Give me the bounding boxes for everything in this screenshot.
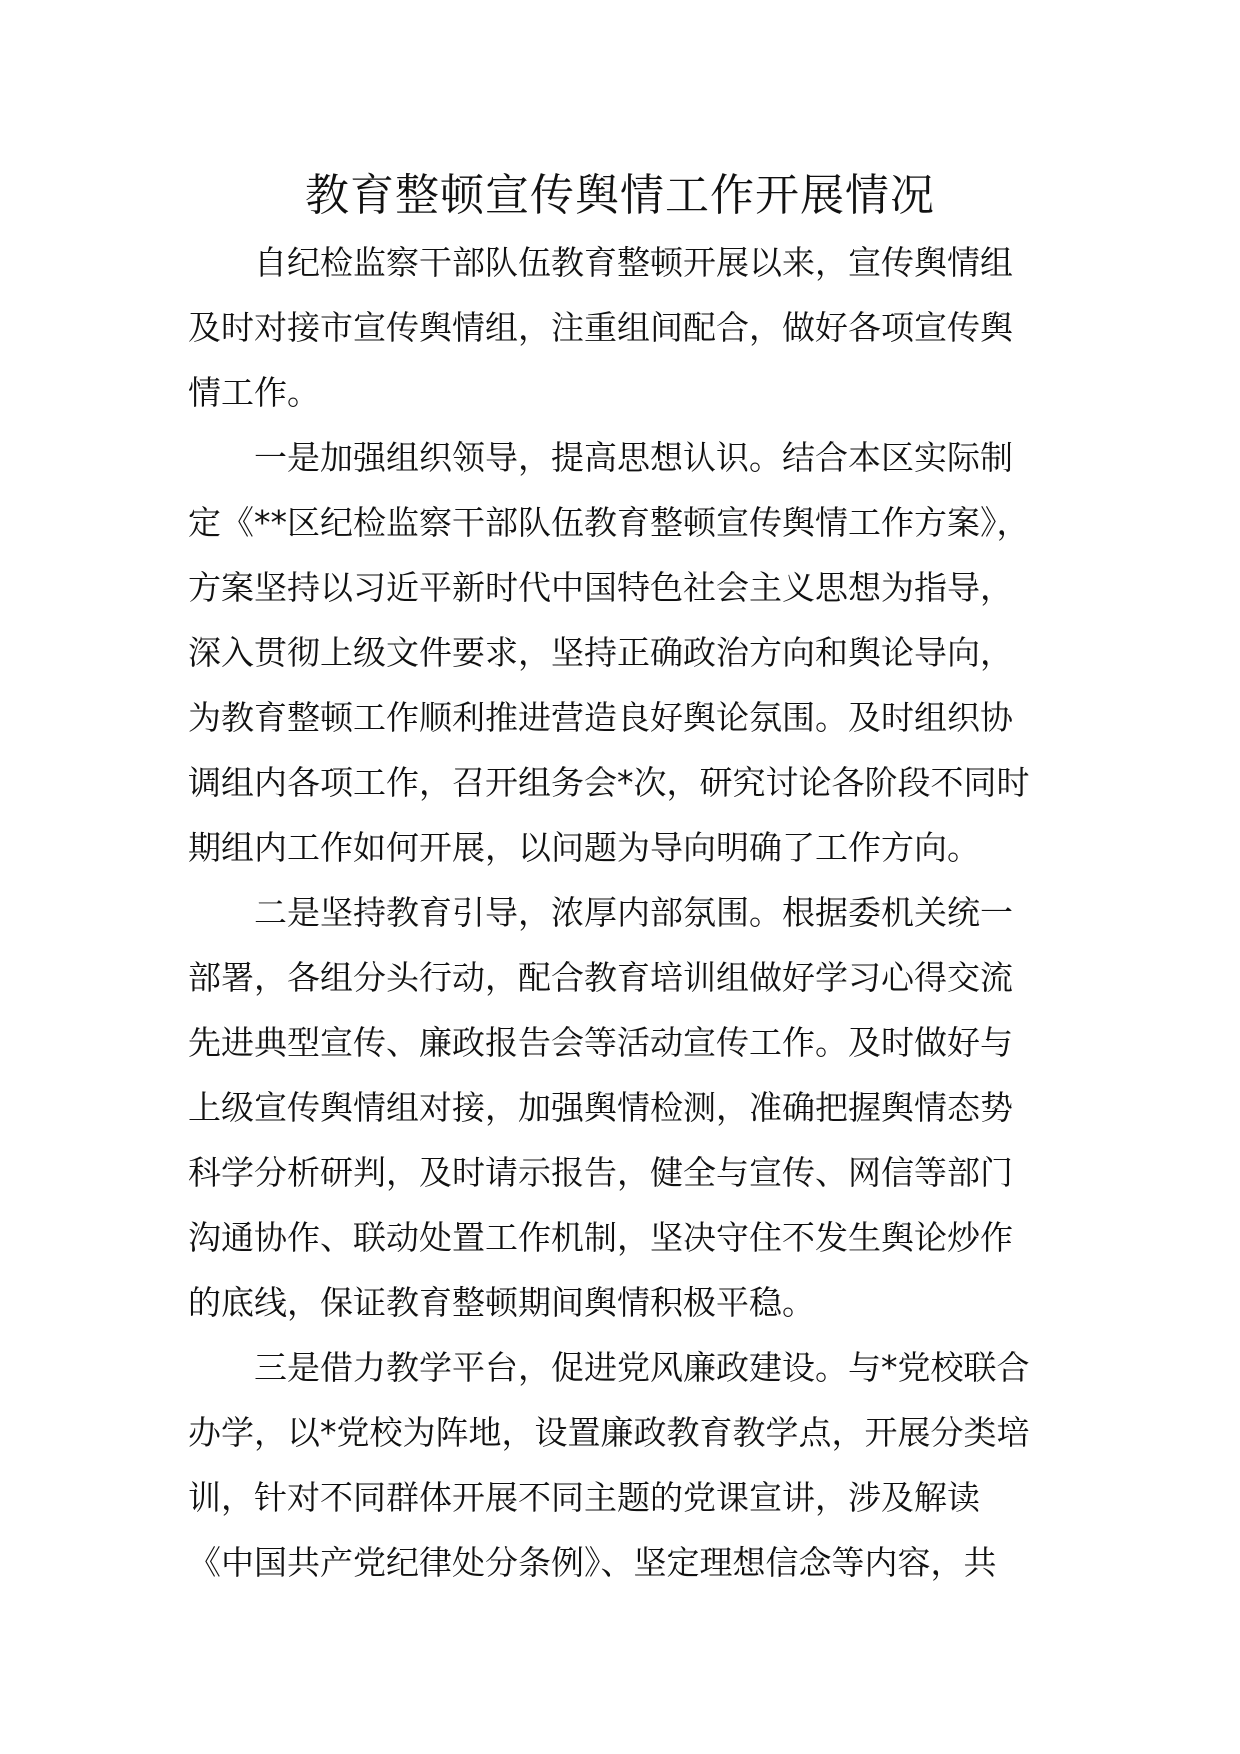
paragraph-line: 科学分析研判，及时请示报告，健全与宣传、网信等部门	[188, 1153, 1013, 1192]
paragraph-line: 为教育整顿工作顺利推进营造良好舆论氛围。及时组织协	[188, 698, 1013, 737]
paragraph-line: 二是坚持教育引导，浓厚内部氛围。根据委机关统一	[254, 893, 1013, 932]
document-body	[188, 230, 1048, 1595]
paragraph-line: 情工作。	[188, 373, 320, 412]
paragraph-line: 先进典型宣传、廉政报告会等活动宣传工作。及时做好与	[188, 1023, 1013, 1062]
paragraph-line: 部署，各组分头行动，配合教育培训组做好学习心得交流	[188, 958, 1013, 997]
paragraph-line: 一是加强组织领导，提高思想认识。结合本区实际制	[254, 438, 1013, 477]
document-title: 教育整顿宣传舆情工作开展情况	[305, 170, 935, 221]
paragraph-line: 三是借力教学平台，促进党风廉政建设。与*党校联合	[254, 1348, 1030, 1387]
paragraph-line: 方案坚持以习近平新时代中国特色社会主义思想为指导，	[188, 568, 1013, 607]
paragraph-line: 及时对接市宣传舆情组，注重组间配合，做好各项宣传舆	[188, 308, 1013, 347]
paragraph-line: 《中国共产党纪律处分条例》、坚定理想信念等内容，共	[188, 1543, 997, 1582]
paragraph-line: 自纪检监察干部队伍教育整顿开展以来，宣传舆情组	[254, 243, 1013, 282]
paragraph-line: 深入贯彻上级文件要求，坚持正确政治方向和舆论导向，	[188, 633, 1013, 672]
paragraph-line: 沟通协作、联动处置工作机制，坚决守住不发生舆论炒作	[188, 1218, 1013, 1257]
paragraph-line: 定《**区纪检监察干部队伍教育整顿宣传舆情工作方案》，	[188, 503, 1030, 542]
paragraph-line: 办学，以*党校为阵地，设置廉政教育教学点，开展分类培	[188, 1413, 1030, 1452]
paragraph-line: 的底线，保证教育整顿期间舆情积极平稳。	[188, 1283, 815, 1322]
paragraph-line: 期组内工作如何开展，以问题为导向明确了工作方向。	[188, 828, 980, 867]
paragraph-point-three	[188, 1335, 1048, 1595]
paragraph-intro	[188, 230, 1048, 425]
paragraph-point-two	[188, 880, 1048, 1335]
paragraph-line: 训，针对不同群体开展不同主题的党课宣讲，涉及解读	[188, 1478, 980, 1517]
paragraph-point-one	[188, 425, 1048, 880]
paragraph-line: 调组内各项工作，召开组务会*次，研究讨论各阶段不同时	[188, 763, 1030, 802]
paragraph-line: 上级宣传舆情组对接，加强舆情检测，准确把握舆情态势	[188, 1088, 1013, 1127]
